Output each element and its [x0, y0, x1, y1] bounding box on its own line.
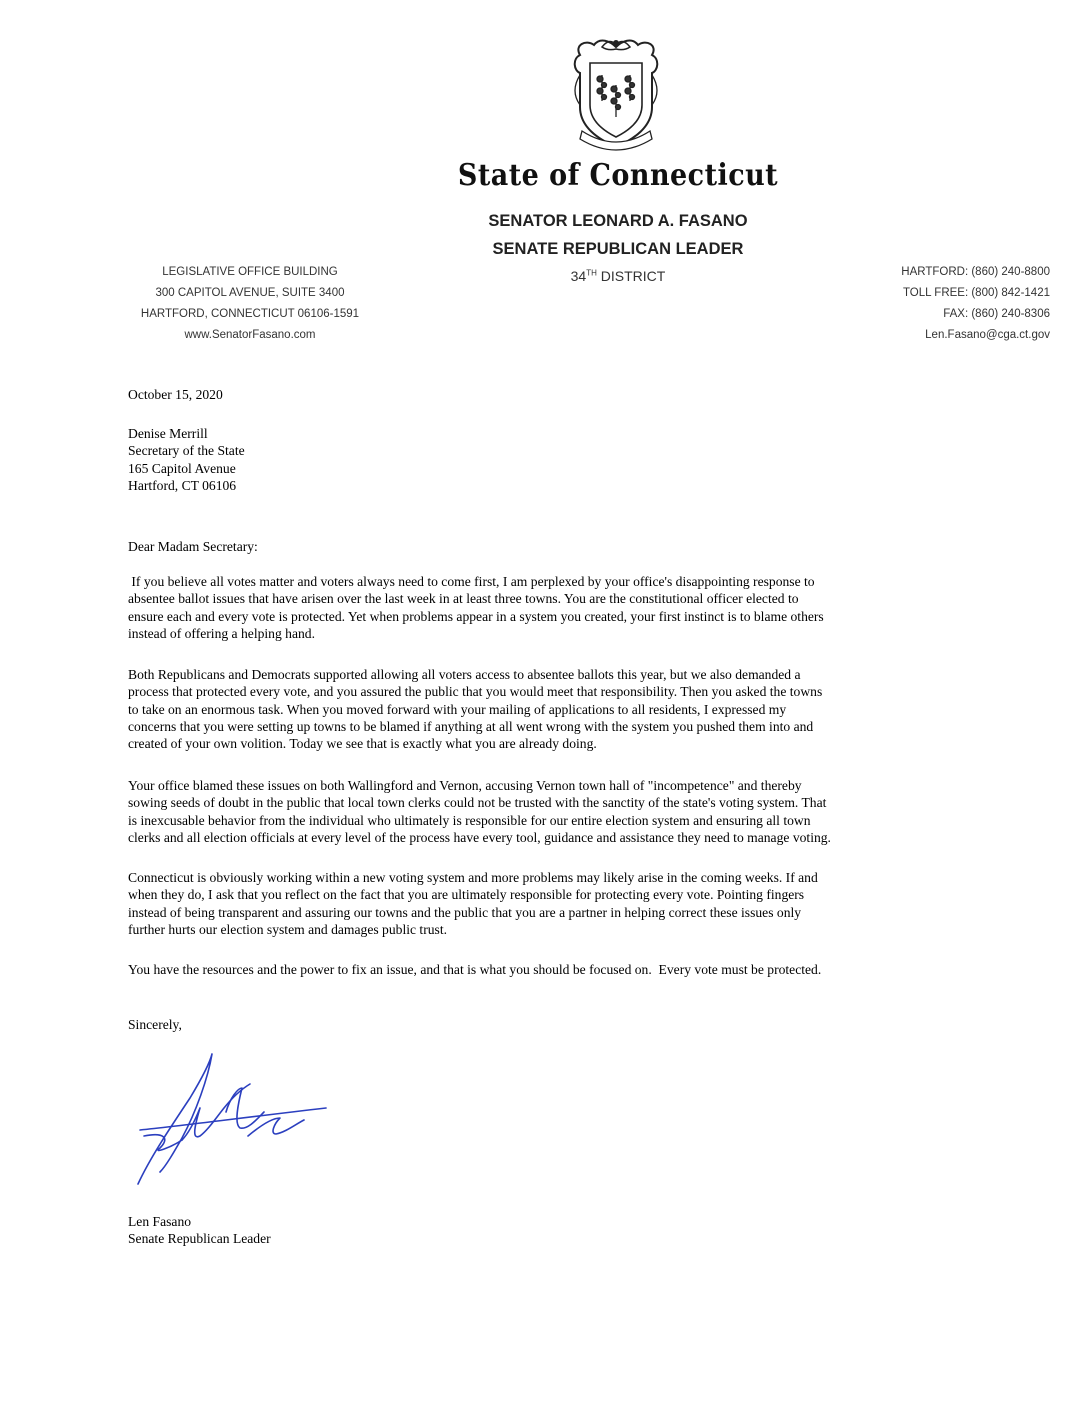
paragraph-line: Connecticut is obviously working within a new voting system and more problems may likely arise in the coming weeks. If and — [128, 870, 818, 885]
closing: Sincerely, — [128, 1017, 182, 1032]
signature-strokes — [138, 1054, 326, 1184]
recipient-street: 165 Capitol Avenue — [128, 460, 236, 476]
paragraph-line: clerks and all election officials at every level of the process have every tool, guidance and assistance they need to manage voting. — [128, 829, 831, 845]
phone-toll-free: TOLL FREE: (800) 842-1421 — [902, 287, 1050, 299]
paragraph-line: absentee ballot issues that have arisen over the last week in at least three towns. You are the constitutional officer elected to — [128, 591, 799, 607]
paragraph-line: is inexcusable behavior from the individual who ultimately is responsible for our entire election system and ensuring all town — [128, 812, 811, 828]
letter-date: October 15, 2020 — [128, 387, 223, 402]
phone-hartford: HARTFORD: (860) 240-8800 — [901, 266, 1050, 278]
salutation: Dear Madam Secretary: — [128, 539, 258, 554]
signer-title: Senate Republican Leader — [128, 1231, 271, 1247]
paragraph-line: concerns that you were setting up towns to be blamed if anything at all went wrong with the system you pushed them into and — [128, 718, 814, 734]
body-paragraph — [128, 961, 950, 978]
fax-number: FAX: (860) 240-8306 — [943, 308, 1050, 320]
district-number: 34 — [570, 268, 587, 284]
address-line: LEGISLATIVE OFFICE BUILDING — [162, 266, 338, 278]
email-link[interactable]: Len.Fasano@cga.ct.gov — [925, 329, 1050, 341]
address-line: HARTFORD, CONNECTICUT 06106-1591 — [140, 308, 360, 320]
paragraph-line: instead of being transparent and assuring our towns and the public that you are a partner in helping correct these issues only — [128, 904, 802, 920]
paragraph-line: process that protected every vote, and you assured the public that you would meet that responsibility. Then you asked the towns — [128, 684, 823, 700]
signer-block — [128, 1213, 950, 1248]
recipient-title: Secretary of the State — [128, 443, 245, 459]
contact-info — [800, 262, 1050, 346]
district-word: DISTRICT — [596, 268, 666, 284]
paragraph-line: created of your own volition. Today we see that is exactly what you are already doing. — [128, 736, 597, 752]
paragraph-line: further hurts our election system and damages public trust. — [128, 921, 447, 937]
address-line: 300 CAPITOL AVENUE, SUITE 3400 — [155, 287, 345, 299]
body-paragraph — [128, 777, 950, 846]
recipient-block — [128, 425, 950, 494]
paragraph-line: sowing seeds of doubt in the public that local town clerks could not be trusted with the sanctity of the state's voting system. That — [128, 795, 827, 811]
paragraph-line: to take on an enormous task. When you moved forward with your mailing of applications to all residents, I expressed my — [128, 701, 787, 717]
body-paragraph — [128, 573, 950, 642]
paragraph-line: If you believe all votes matter and voters always need to come first, I am perplexed by your office's disappointing response to — [128, 574, 815, 589]
state-seal-icon — [560, 35, 672, 155]
district-suffix: TH — [586, 268, 597, 278]
paragraph-line: You have the resources and the power to fix an issue, and that is what you should be focused on. Every vote must be protected. — [128, 962, 822, 977]
paragraph-line: when they do, I ask that you reflect on the fact that you are ultimately responsible for protecting every vote. Pointing fingers — [128, 887, 805, 903]
paragraph-line: instead of offering a helping hand. — [128, 625, 315, 641]
senator-name: SENATOR LEONARD A. FASANO — [488, 212, 748, 230]
office-address — [120, 262, 380, 346]
paragraph-line: Both Republicans and Democrats supported allowing all voters access to absentee ballots this year, but we also demanded a — [128, 667, 801, 682]
senate-title: SENATE REPUBLICAN LEADER — [492, 240, 744, 258]
state-title: State of Connecticut — [457, 158, 779, 193]
body-paragraph — [128, 869, 950, 938]
recipient-city: Hartford, CT 06106 — [128, 477, 237, 493]
signer-name: Len Fasano — [128, 1214, 192, 1229]
recipient-name: Denise Merrill — [128, 426, 208, 441]
paragraph-line: ensure each and every vote is protected. Yet when problems appear in a system you created, your first instinct is to blame others — [128, 608, 824, 624]
paragraph-line: Your office blamed these issues on both Wallingford and Vernon, accusing Vernon town hall of "incompetence" and thereby — [128, 778, 802, 793]
body-paragraph — [128, 666, 950, 752]
signature-image — [130, 1048, 345, 1198]
website-link[interactable]: www.SenatorFasano.com — [184, 329, 316, 341]
